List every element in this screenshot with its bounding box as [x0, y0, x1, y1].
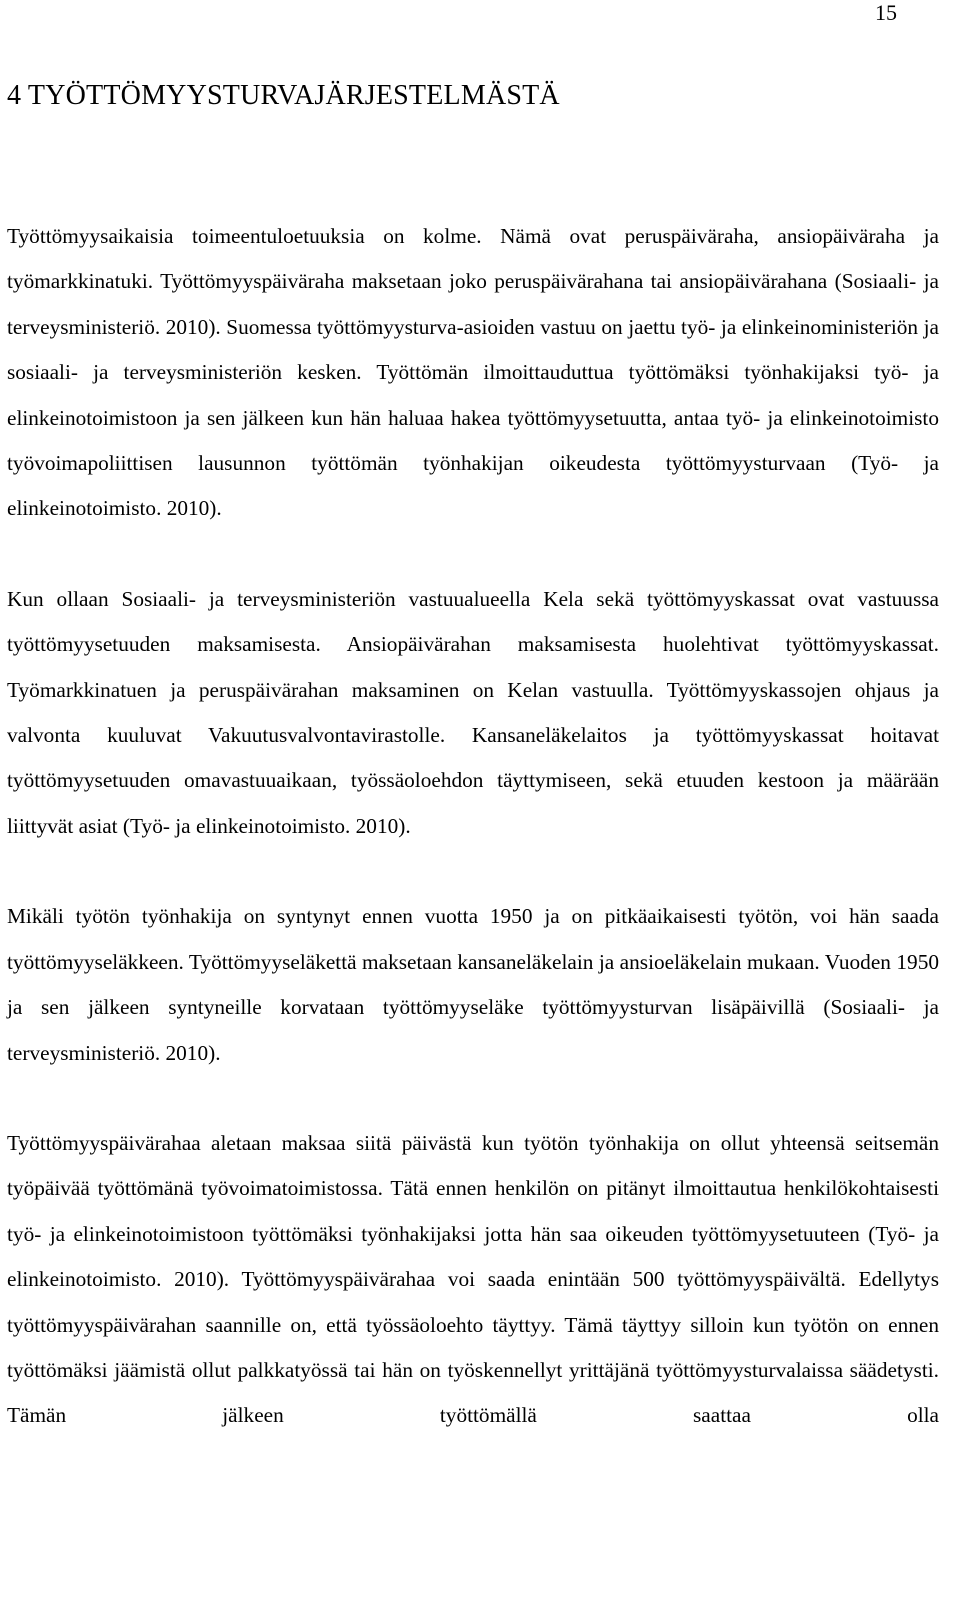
paragraph-1: Työttömyysaikaisia toimeentuloetuuksia on kolme. Nämä ovat peruspäiväraha, ansiopäiväraha ja työmarkkinatuki. Työttömyyspäiväraha maksetaan joko peruspäivärahana tai ansiopäivärahana (Sosiaali- ja terveysministeriö. 2010). Suomessa työttömyysturva-asioiden vastuu on jaettu työ- ja elinkeinoministeriön ja sosiaali- ja terveysministeriön kesken. Työttömän ilmoittauduttua työttömäksi työnhakijaksi työ- ja elinkeinotoimistoon ja sen jälkeen kun hän haluaa hakea työttömyysetuutta, antaa työ- ja elinkeinotoimisto työvoimapoliittisen lausunnon työttömän työnhakijan oikeudesta työttömyysturvaan (Työ- ja elinkeinotoimisto. 2010).: [7, 224, 939, 521]
paragraph-4: Työttömyyspäivärahaa aletaan maksaa siitä päivästä kun työtön työnhakija on ollut yhteensä seitsemän työpäivää työttömänä työvoimatoimistossa. Tätä ennen henkilön on pitänyt ilmoittautua henkilökohtaisesti työ- ja elinkeinotoimistoon työttömäksi työnhakijaksi jotta hän saa oikeuden työttömyysetuuteen (Työ- ja elinkeinotoimisto. 2010). Työttömyyspäivärahaa voi saada enintään 500 työttömyyspäivältä. Edellytys työttömyyspäivärahan saannille on, että työssäoloehto täyttyy. Tämä täyttyy silloin kun työtön on ennen työttömäksi jäämistä ollut palkkatyössä tai hän on työskennellyt yrittäjänä työttömyysturvalaissa säädetysti. Tämän jälkeen työttömällä saattaa olla: [7, 1130, 939, 1428]
page-number: 15: [875, 0, 897, 25]
paragraph-2: Kun ollaan Sosiaali- ja terveysministeriön vastuualueella Kela sekä työttömyyskassat ovat vastuussa työttömyysetuuden maksamisesta. Ansiopäivärahan maksamisesta huolehtivat työttömyyskassat. Työmarkkinatuen ja peruspäivärahan maksaminen on Kelan vastuulla. Työttömyyskassojen ohjaus ja valvonta kuuluvat Vakuutusvalvontavirastolle. Kansaneläkelaitos ja työttömyyskassat hoitavat työttömyysetuuden omavastuuaikaan, työssäoloehdon täyttymiseen, sekä etuuden kestoon ja määrään liittyvät asiat (Työ- ja elinkeinotoimisto. 2010).: [7, 586, 939, 838]
paragraph-3: Mikäli työtön työnhakija on syntynyt ennen vuotta 1950 ja on pitkäaikaisesti työtön, voi hän saada työttömyyseläkkeen. Työttömyyseläkettä maksetaan kansaneläkelain ja ansioeläkelain mukaan. Vuoden 1950 ja sen jälkeen syntyneille korvataan työttömyyseläke työttömyysturvan lisäpäivillä (Sosiaali- ja terveysministeriö. 2010).: [7, 904, 939, 1065]
chapter-heading: 4 TYÖTTÖMYYSTURVAJÄRJESTELMÄSTÄ: [7, 80, 560, 111]
body-text: [7, 214, 939, 1439]
